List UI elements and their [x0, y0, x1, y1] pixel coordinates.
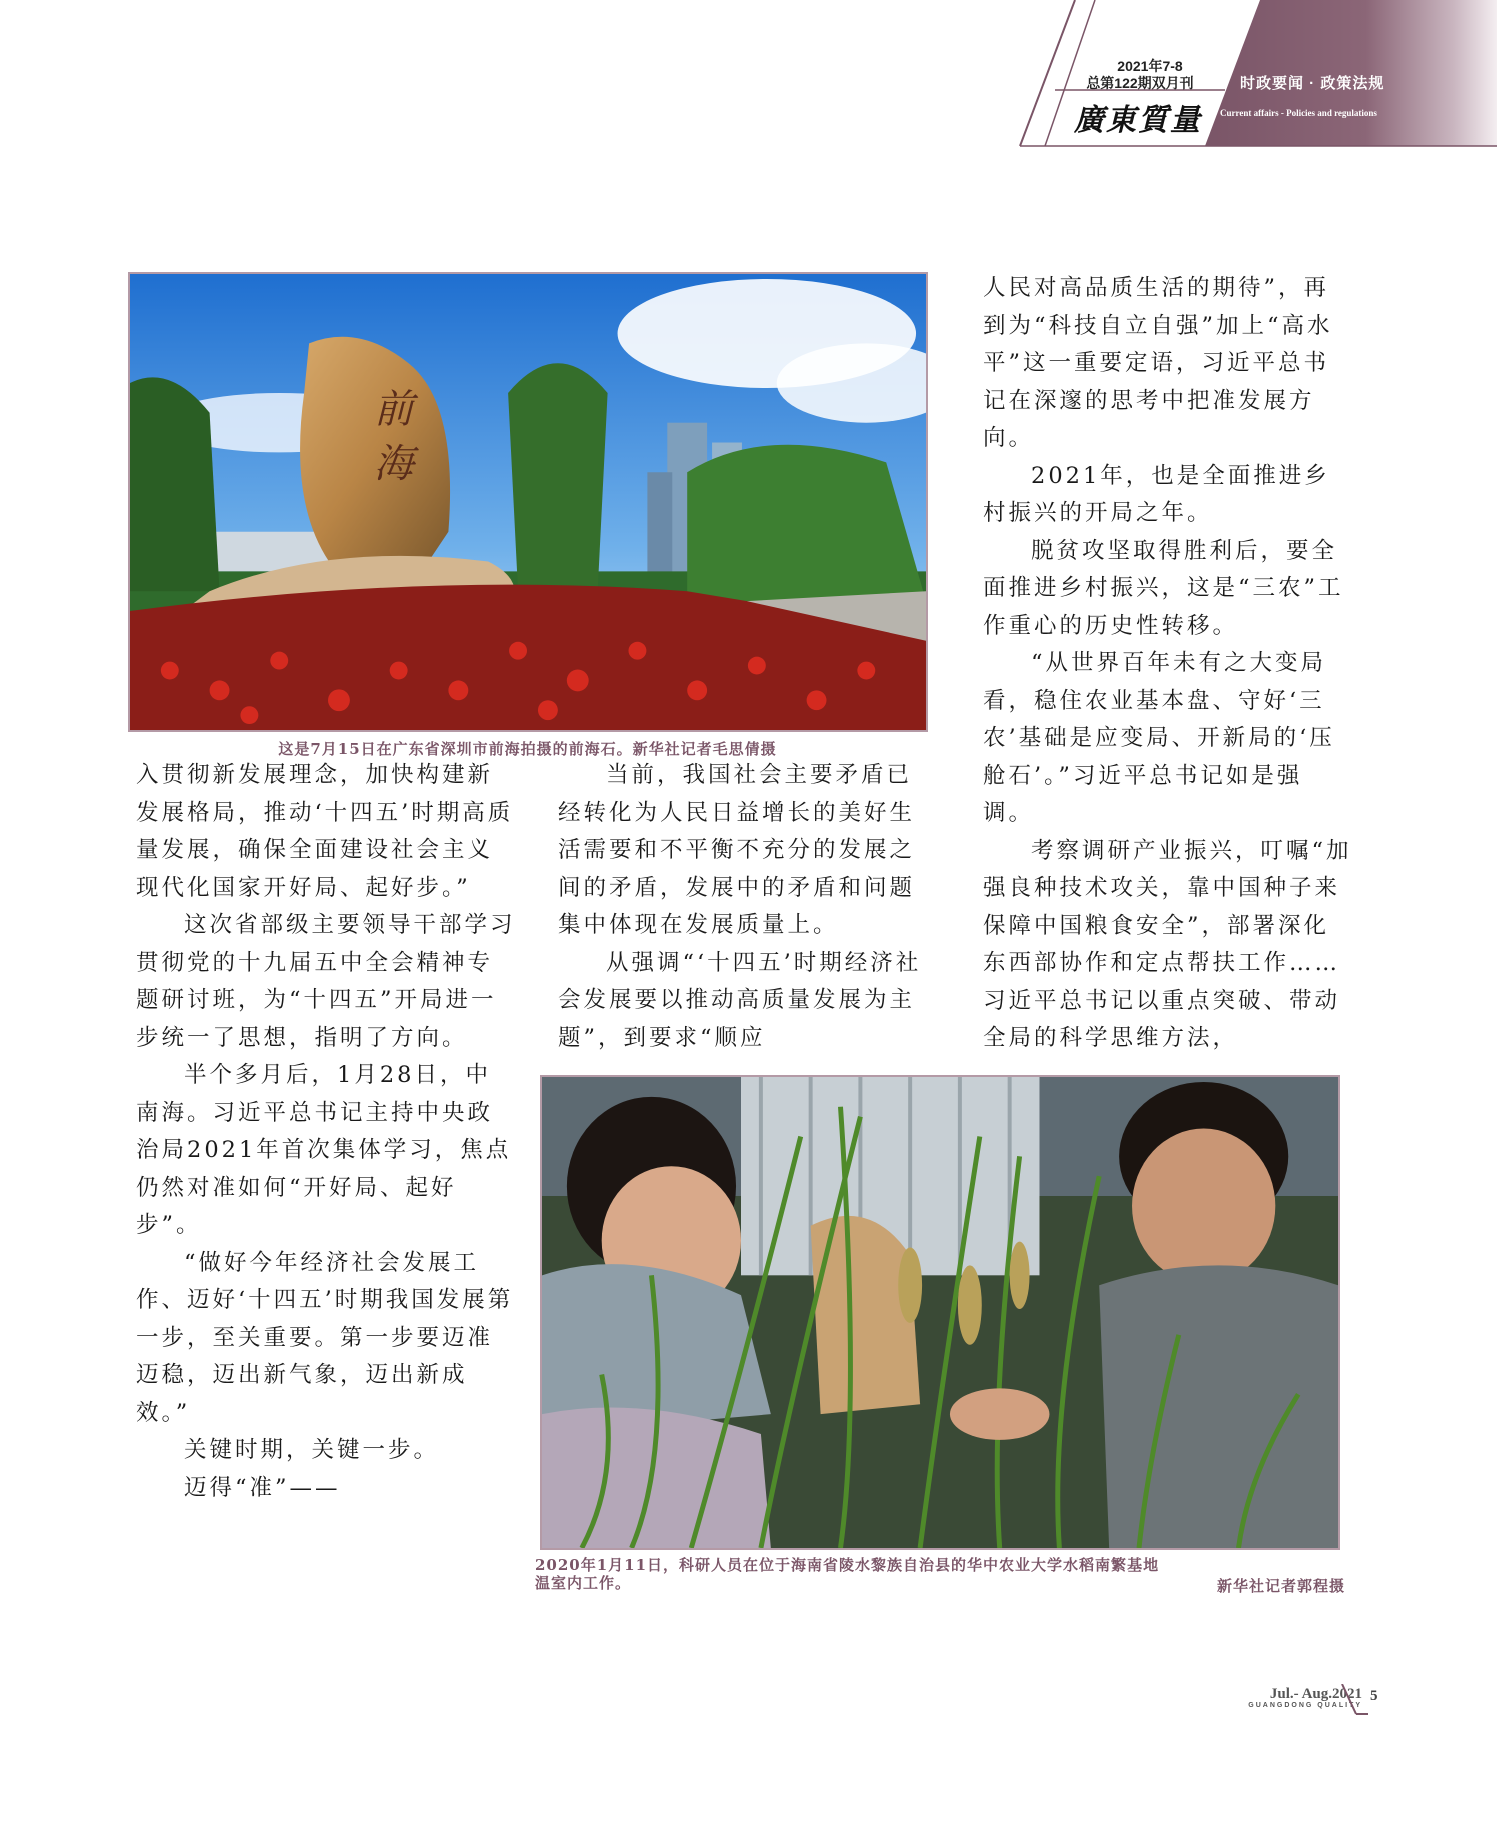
paragraph: 当前，我国社会主要矛盾已经转化为人民日益增长的美好生活需要和不平衡不充分的发展之间的矛盾，发展中的矛盾和问题集中体现在发展质量上。 — [558, 762, 916, 938]
photo-rice-researchers — [540, 1075, 1340, 1550]
footer-magazine: GUANGDONG QUALITY — [1248, 1702, 1362, 1709]
paragraph: “做好今年经济社会发展工作、迈好‘十四五’时期我国发展第一步，至关重要。第一步要迈准迈稳，迈出新气象，迈出新成效。” — [136, 1249, 514, 1426]
paragraph: “从世界百年未有之大变局看，稳住农业基本盘、守好‘三农’基础是应变局、开新局的‘压舱石’。”习近平总书记如是强调。 — [983, 650, 1335, 826]
caption-line: 2020年1月11日，科研人员在位于海南省陵水黎族自治县的华中农业大学水稻南繁基地 — [535, 1556, 1160, 1574]
magazine-logo: 廣東質量 — [1074, 103, 1202, 138]
photo-qianhai-stone — [128, 272, 928, 732]
paragraph: 迈得“准”—— — [184, 1474, 341, 1501]
photo-credit: 新华社记者郭程摄 — [1216, 1577, 1345, 1595]
caption-line: 温室内工作。 — [535, 1574, 632, 1592]
paragraph: 关键时期，关键一步。 — [184, 1437, 440, 1463]
paragraph: 考察调研产业振兴，叮嘱“加强良种技术攻关，靠中国种子来保障中国粮食安全”，部署深化东西部协作和定点帮扶工作……习近平总书记以重点突破、带动全局的科学思维方法， — [983, 837, 1352, 1051]
paragraph: 脱贫攻坚取得胜利后，要全面推进乡村振兴，这是“三农”工作重心的历史性转移。 — [983, 537, 1344, 639]
paragraph: 2021年，也是全面推进乡村振兴的开局之年。 — [983, 462, 1330, 526]
text-column-left — [136, 757, 516, 1507]
photo-caption: 这是7月15日在广东省深圳市前海拍摄的前海石。新华社记者毛思倩摄 — [278, 740, 777, 758]
page-number: 5 — [1370, 1688, 1378, 1704]
paragraph: 入贯彻新发展理念，加快构建新发展格局，推动‘十四五’时期高质量发展，确保全面建设社会主义现代化国家开好局、起好步。” — [136, 762, 514, 901]
svg-text:海: 海 — [373, 441, 414, 488]
svg-text:前: 前 — [373, 386, 414, 433]
footer-divider — [1338, 1684, 1368, 1716]
paragraph: 人民对高品质生活的期待”，再到为“科技自立自强”加上“高水平”这一重要定语，习近平总书记在深邃的思考中把准发展方向。 — [983, 275, 1333, 451]
issue-number: 总第122期双月刊 — [1086, 75, 1194, 91]
section-subtitle: Current affairs - Policies and regulations — [1220, 108, 1377, 118]
section-title: 时政要闻 · 政策法规 — [1240, 75, 1385, 92]
issue-date: 2021年7-8 — [1117, 58, 1183, 74]
paragraph: 这次省部级主要领导干部学习贯彻党的十九届五中全会精神专题研讨班，为“十四五”开局进一步统一了思想，指明了方向。 — [136, 912, 516, 1051]
paragraph: 从强调“‘十四五’时期经济社会发展要以推动高质量发展为主题”，到要求“顺应 — [558, 949, 922, 1051]
footer-date: Jul.- Aug.2021 — [1269, 1686, 1362, 1702]
paragraph: 半个多月后，1月28日，中南海。习近平总书记主持中央政治局2021年首次集体学习，焦点仍然对准如何“开好局、起好步”。 — [136, 1062, 512, 1238]
text-column-middle — [558, 757, 930, 1057]
text-column-right — [983, 270, 1353, 1058]
